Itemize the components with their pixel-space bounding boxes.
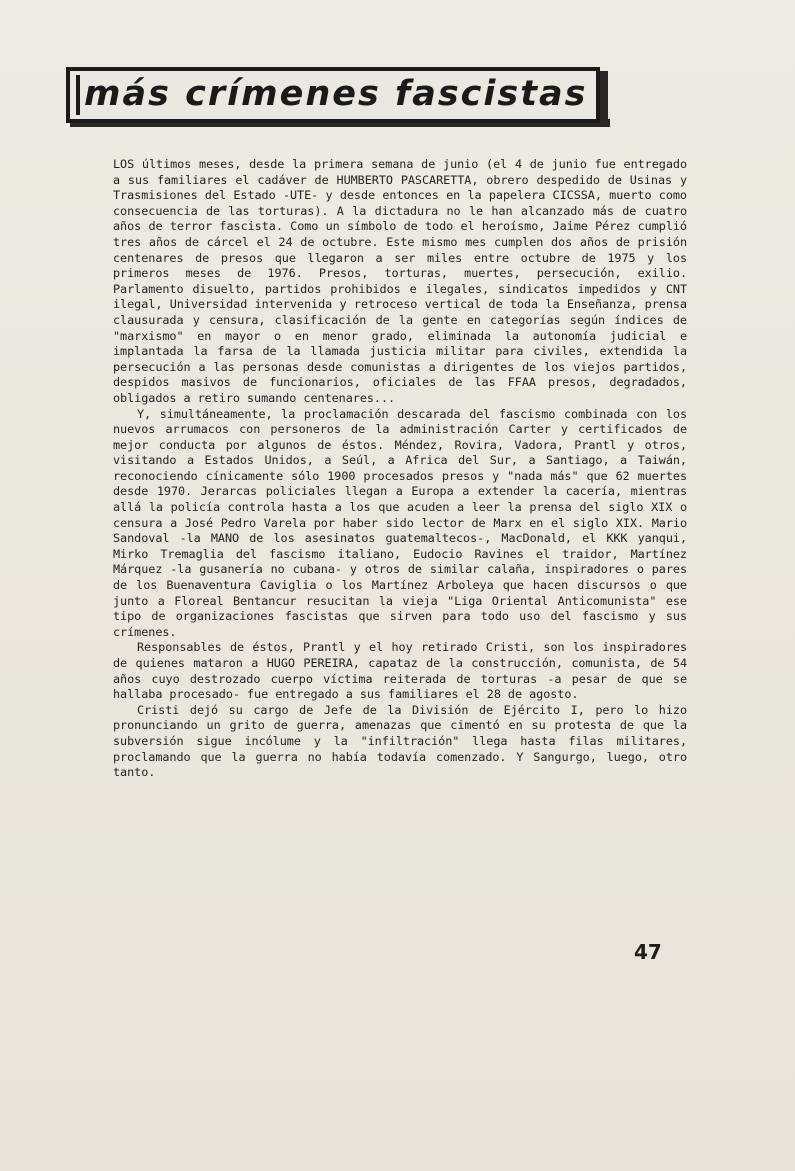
article-body — [113, 157, 687, 781]
title-shadow-right — [600, 71, 608, 127]
page-number: 47 — [634, 940, 662, 964]
paragraph-4: Cristi dejó su cargo de Jefe de la División de Ejército I, pero lo hizo pronunciando un grito de guerra, amenazas que cimentó en su protesta de que la subversión sigue incólume y la "infiltración" llega hasta filas militares, proclamando que la guerra no había todavía comenzado. Y Sangurgo, luego, otro tanto. — [113, 702, 687, 780]
paragraph-3: Responsables de éstos, Prantl y el hoy retirado Cristi, son los inspiradores de quienes mataron a HUGO PEREIRA, capataz de la construcción, comunista, de 54 años cuyo destrozado cuerpo víctima reiterada de torturas -a pesar de que se hallaba procesado- fue entregado a sus familiares el 28 de agosto. — [113, 640, 687, 702]
paragraph-1: LOS últimos meses, desde la primera semana de junio (el 4 de junio fue entregado a sus familiares el cadáver de HUMBERTO PASCARETTA, obrero despedido de Usinas y Trasmisiones del Estado -UTE- y desde entonces en la papelera CICSSA, muerto como consecuencia de las torturas). A la dictadura no le han alcanzado más de cuatro años de terror fascista. Como un símbolo de todo el heroísmo, Jaime Pérez cumplió tres años de cárcel el 24 de octubre. Este mismo mes cumplen dos años de prisión centenares de presos que llegaron a ser miles entre octubre de 1975 y los primeros meses de 1976. Presos, torturas, muertes, persecución, exilio. Parlamento disuelto, partidos prohibidos e ilegales, sindicatos impedidos y CNT ilegal, Universidad intervenida y retroceso vertical de toda la Enseñanza, prensa clausurada y censura, clasificación de la gente en categorías según índices de "marxismo" en mayor o en menor grado, eliminada la autonomía judicial e implantada la farsa de la llamada justicia militar para civiles, extendida la persecución a las personas desde comunistas a dirigentes de los viejos partidos, despidos masivos de funcionarios, oficiales de las FFAA presos, degradados, obligados a retiro sumando centenares... — [113, 157, 687, 405]
paragraph-2: Y, simultáneamente, la proclamación descarada del fascismo combinada con los nuevos arrumacos con personeros de la administración Carter y certificados de mejor conducta por algunos de éstos. Méndez, Rovira, Vadora, Prantl y otros, visitando a Estados Unidos, a Seúl, a Africa del Sur, a Santiago, a Taiwán, reconociendo cínicamente sólo 1900 procesados presos y "nada más" que 62 muertes desde 1970. Jerarcas policiales llegan a Europa a extender la cacería, mientras allá la policía controla hasta a los que acuden a leer la prensa del siglo XIX o censura a José Pedro Varela por haber sido lector de Marx en el siglo XIX. Mario Sandoval -la MANO de los asesinatos guatemaltecos-, MacDonald, el KKK yanqui, Mirko Tremaglia del fascismo italiano, Eudocio Ravines el traidor, Martínez Márquez -la gusanería no cubana- y otros de similar calaña, inspiradores o pares de los Buenaventura Caviglia o los Martínez Arboleya que hacen discursos o que junto a Floreal Bentancur resucitan la vieja "Liga Oriental Anticomunista" ese tipo de organizaciones fascistas que sirven para todo uso del fascismo y sus crímenes. — [113, 406, 687, 639]
article-title: más crímenes fascistas — [84, 74, 588, 114]
